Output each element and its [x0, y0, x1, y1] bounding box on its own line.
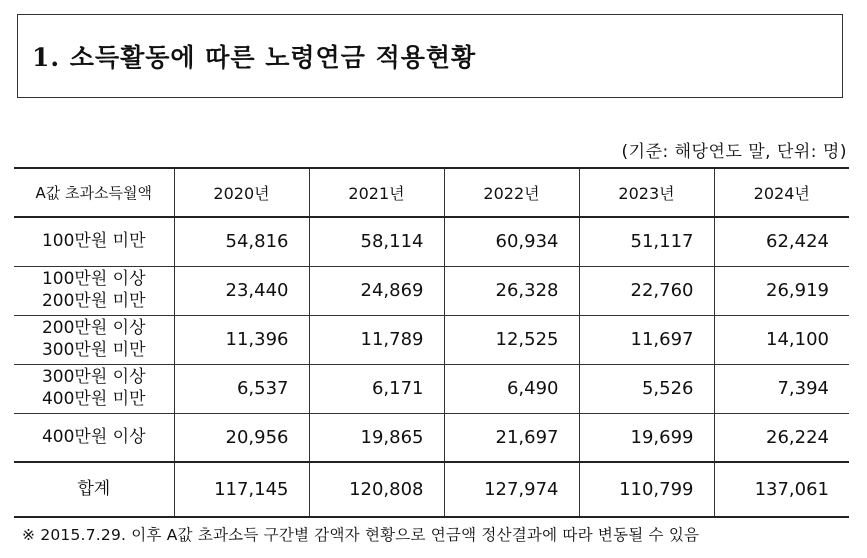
- table-cell: 11,396: [174, 315, 309, 364]
- category-line: 400만원 이상: [41, 426, 146, 447]
- header-category: A값 초과소득월액: [14, 168, 174, 217]
- table-cell: 26,919: [714, 266, 849, 315]
- table-cell: 6,490: [444, 364, 579, 413]
- title-box: [17, 14, 843, 98]
- table-row: [14, 364, 849, 413]
- table-cell: 7,394: [714, 364, 849, 413]
- page-title: 1. 소득활동에 따른 노령연금 적용현황: [32, 43, 477, 72]
- header-year: 2024년: [714, 168, 849, 217]
- total-row: [14, 462, 849, 517]
- table-cell: 12,525: [444, 315, 579, 364]
- table-cell: 58,114: [309, 217, 444, 266]
- table-cell: 14,100: [714, 315, 849, 364]
- footnote: ※ 2015.7.29. 이후 A값 초과소득 구간별 감액자 현황으로 연금액 정산결과에 따라 변동될 수 있음: [22, 526, 700, 544]
- total-cell: 120,808: [309, 462, 444, 517]
- header-year: 2021년: [309, 168, 444, 217]
- table-cell: 20,956: [174, 413, 309, 462]
- table-cell: 5,526: [579, 364, 714, 413]
- total-cell: 137,061: [714, 462, 849, 517]
- table-cell: 51,117: [579, 217, 714, 266]
- table-cell: 60,934: [444, 217, 579, 266]
- table-header-row: [14, 168, 849, 217]
- table-cell: 62,424: [714, 217, 849, 266]
- unit-note: (기준: 해당연도 말, 단위: 명): [621, 142, 847, 162]
- table-row: [14, 266, 849, 315]
- row-category: [14, 364, 174, 413]
- table-cell: 11,697: [579, 315, 714, 364]
- total-cell: 127,974: [444, 462, 579, 517]
- row-category: [14, 315, 174, 364]
- header-year: 2022년: [444, 168, 579, 217]
- table-cell: 24,869: [309, 266, 444, 315]
- pension-table: [14, 167, 849, 518]
- header-year: 2023년: [579, 168, 714, 217]
- table-cell: 11,789: [309, 315, 444, 364]
- row-category: [14, 217, 174, 266]
- category-line: 300만원 이상: [41, 367, 146, 388]
- table-cell: 26,328: [444, 266, 579, 315]
- row-category: [14, 266, 174, 315]
- category-line: 200만원 이상: [41, 318, 146, 339]
- table-cell: 19,865: [309, 413, 444, 462]
- header-year: 2020년: [174, 168, 309, 217]
- category-line: 400만원 미만: [41, 388, 146, 409]
- table-row: [14, 413, 849, 462]
- total-cell: 117,145: [174, 462, 309, 517]
- table-cell: 21,697: [444, 413, 579, 462]
- row-category: [14, 413, 174, 462]
- total-cell: 110,799: [579, 462, 714, 517]
- category-line: 300만원 미만: [41, 339, 146, 360]
- table-row: [14, 315, 849, 364]
- category-line: 200만원 미만: [41, 290, 146, 311]
- table-cell: 22,760: [579, 266, 714, 315]
- table-cell: 6,537: [174, 364, 309, 413]
- total-label: 합계: [14, 462, 174, 517]
- table-cell: 23,440: [174, 266, 309, 315]
- category-line: 100만원 이상: [41, 269, 146, 290]
- table-cell: 26,224: [714, 413, 849, 462]
- table-cell: 54,816: [174, 217, 309, 266]
- category-line: 100만원 미만: [41, 231, 146, 252]
- table-cell: 6,171: [309, 364, 444, 413]
- table-cell: 19,699: [579, 413, 714, 462]
- table-row: [14, 217, 849, 266]
